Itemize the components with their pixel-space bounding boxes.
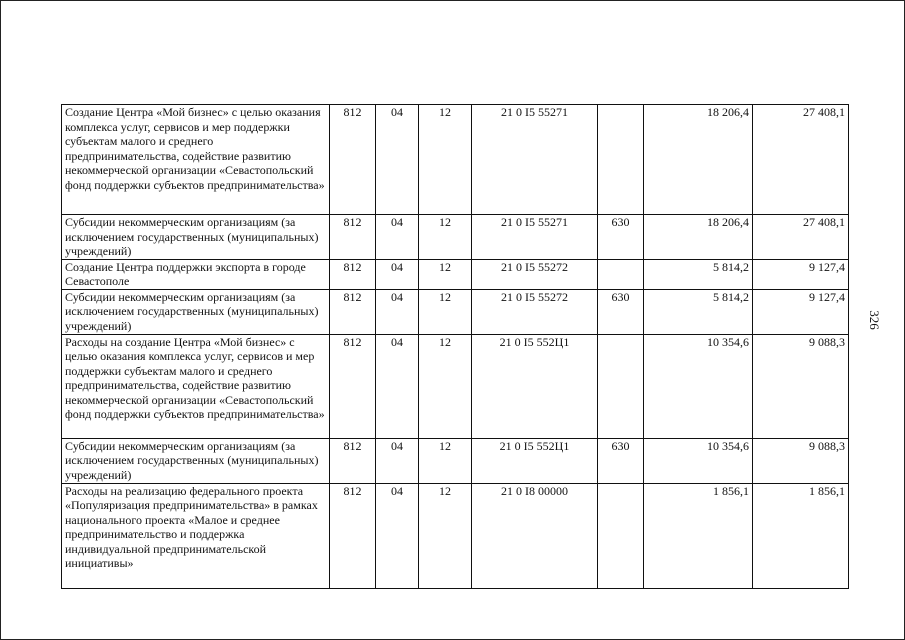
table-row — [62, 289, 849, 334]
subsection-code: 12 — [419, 105, 472, 215]
amount-2: 9 088,3 — [753, 334, 849, 438]
table-row — [62, 259, 849, 289]
expense-type — [598, 483, 644, 588]
expense-type: 630 — [598, 289, 644, 334]
section-code: 04 — [376, 215, 419, 260]
target-article: 21 0 I5 55272 — [472, 289, 598, 334]
amount-2: 27 408,1 — [753, 105, 849, 215]
budget-table — [61, 104, 849, 589]
row-name: Субсидии некоммерческим организациям (за исключением государственных (муниципальных) учреждений) — [62, 215, 330, 260]
target-article: 21 0 I5 55271 — [472, 105, 598, 215]
section-code: 04 — [376, 334, 419, 438]
row-name: Субсидии некоммерческим организациям (за исключением государственных (муниципальных) учреждений) — [62, 289, 330, 334]
expense-type — [598, 105, 644, 215]
amount-2: 1 856,1 — [753, 483, 849, 588]
section-code: 04 — [376, 438, 419, 483]
row-name: Расходы на реализацию федерального проекта «Популяризация предпринимательства» в рамках национального проекта «Малое и среднее предпринимательство и поддержка индивидуальной предпринимательской инициативы» — [62, 483, 330, 588]
row-name: Расходы на создание Центра «Мой бизнес» с целью оказания комплекса услуг, сервисов и мер поддержки субъектам малого и среднего предпринимательства, содействие развитию некоммерческой организации «Севастопольский фонд поддержки субъектов предпринимательства» — [62, 334, 330, 438]
subsection-code: 12 — [419, 483, 472, 588]
subsection-code: 12 — [419, 215, 472, 260]
section-code: 04 — [376, 259, 419, 289]
amount-1: 18 206,4 — [644, 215, 753, 260]
target-article: 21 0 I5 55272 — [472, 259, 598, 289]
ministry-code: 812 — [330, 438, 376, 483]
target-article: 21 0 I5 55271 — [472, 215, 598, 260]
subsection-code: 12 — [419, 438, 472, 483]
target-article: 21 0 I8 00000 — [472, 483, 598, 588]
ministry-code: 812 — [330, 334, 376, 438]
row-name: Создание Центра «Мой бизнес» с целью оказания комплекса услуг, сервисов и мер поддержки субъектам малого и среднего предпринимательства, содействие развитию некоммерческой организации «Севастопольский фонд поддержки субъектов предпринимательства» — [62, 105, 330, 215]
table-row — [62, 334, 849, 438]
amount-1: 18 206,4 — [644, 105, 753, 215]
row-name: Создание Центра поддержки экспорта в городе Севастополе — [62, 259, 330, 289]
ministry-code: 812 — [330, 215, 376, 260]
amount-2: 27 408,1 — [753, 215, 849, 260]
amount-2: 9 127,4 — [753, 289, 849, 334]
target-article: 21 0 I5 552Ц1 — [472, 438, 598, 483]
table-row — [62, 483, 849, 588]
subsection-code: 12 — [419, 259, 472, 289]
expense-type — [598, 334, 644, 438]
section-code: 04 — [376, 483, 419, 588]
amount-1: 5 814,2 — [644, 289, 753, 334]
amount-2: 9 088,3 — [753, 438, 849, 483]
ministry-code: 812 — [330, 105, 376, 215]
amount-1: 1 856,1 — [644, 483, 753, 588]
subsection-code: 12 — [419, 334, 472, 438]
section-code: 04 — [376, 105, 419, 215]
table-row — [62, 105, 849, 215]
ministry-code: 812 — [330, 259, 376, 289]
page-number: 326 — [867, 310, 882, 330]
section-code: 04 — [376, 289, 419, 334]
expense-type: 630 — [598, 438, 644, 483]
expense-type — [598, 259, 644, 289]
table-row — [62, 438, 849, 483]
row-name: Субсидии некоммерческим организациям (за исключением государственных (муниципальных) учреждений) — [62, 438, 330, 483]
expense-type: 630 — [598, 215, 644, 260]
subsection-code: 12 — [419, 289, 472, 334]
table-body — [62, 105, 849, 589]
ministry-code: 812 — [330, 483, 376, 588]
amount-1: 10 354,6 — [644, 438, 753, 483]
amount-2: 9 127,4 — [753, 259, 849, 289]
target-article: 21 0 I5 552Ц1 — [472, 334, 598, 438]
amount-1: 5 814,2 — [644, 259, 753, 289]
amount-1: 10 354,6 — [644, 334, 753, 438]
ministry-code: 812 — [330, 289, 376, 334]
table-row — [62, 215, 849, 260]
